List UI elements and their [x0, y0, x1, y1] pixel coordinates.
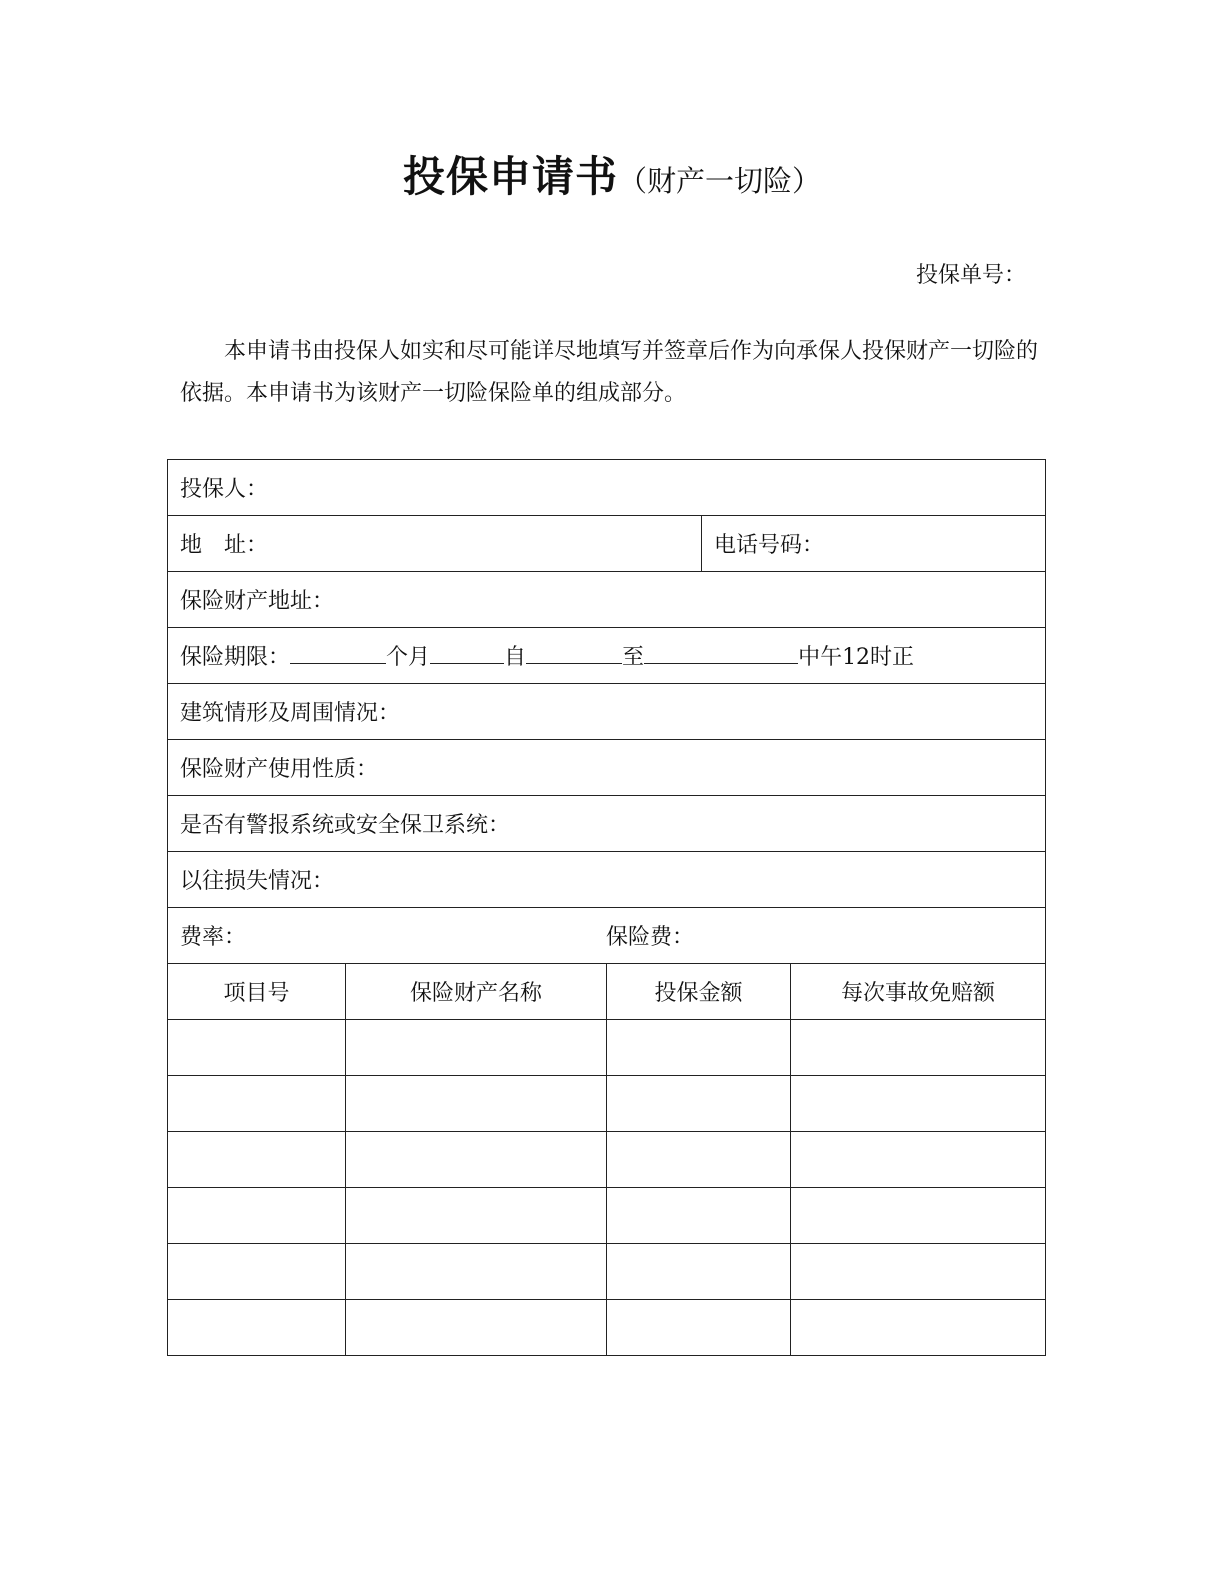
period-start-blank[interactable] [526, 643, 622, 664]
deductible-cell[interactable] [791, 1020, 1046, 1076]
intro-paragraph: 本申请书由投保人如实和尽可能详尽地填写并签章后作为向承保人投保财产一切险的依据。本申请书为该财产一切险保险单的组成部分。 [180, 339, 1039, 406]
item-number-cell[interactable] [168, 1020, 346, 1076]
table-row [168, 1020, 1046, 1076]
period-months-label: 个月 [386, 645, 431, 670]
header-property-name: 保险财产名称 [346, 964, 607, 1020]
applicant-label: 投保人： [180, 477, 269, 502]
document-title [0, 144, 1224, 204]
building-label: 建筑情形及周围情况： [180, 701, 401, 726]
address-label: 地 址： [180, 533, 269, 558]
period-label: 保险期限： [180, 645, 291, 670]
item-number-cell[interactable] [168, 1076, 346, 1132]
usage-label: 保险财产使用性质： [180, 757, 379, 782]
title-main: 投保申请书 [402, 152, 618, 201]
table-row [168, 1076, 1046, 1132]
property-name-cell[interactable] [346, 1188, 607, 1244]
item-number-cell[interactable] [168, 1244, 346, 1300]
period-from-label: 自 [504, 645, 527, 670]
period-end-blank[interactable] [644, 643, 798, 664]
alarm-label: 是否有警报系统或安全保卫系统： [180, 813, 511, 838]
insured-amount-cell[interactable] [607, 1076, 791, 1132]
table-row [168, 1132, 1046, 1188]
table-row [168, 1244, 1046, 1300]
header-item-number: 项目号 [168, 964, 346, 1020]
item-number-cell[interactable] [168, 1132, 346, 1188]
header-insured-amount: 投保金额 [607, 964, 791, 1020]
property-name-cell[interactable] [346, 1020, 607, 1076]
loss-history-label: 以往损失情况： [180, 869, 335, 894]
insured-amount-cell[interactable] [607, 1188, 791, 1244]
premium-label: 保险费： [606, 925, 695, 950]
period-to-label: 至 [622, 645, 645, 670]
loss-history-row [168, 852, 1046, 908]
rate-premium-row [168, 908, 1046, 964]
deductible-cell[interactable] [791, 1244, 1046, 1300]
property-name-cell[interactable] [346, 1244, 607, 1300]
insured-amount-cell[interactable] [607, 1300, 791, 1356]
item-number-cell[interactable] [168, 1300, 346, 1356]
title-subtitle: （财产一切险） [618, 164, 822, 198]
insured-amount-cell[interactable] [607, 1244, 791, 1300]
deductible-cell[interactable] [791, 1076, 1046, 1132]
policy-number-label: 投保单号： [916, 263, 1027, 288]
items-header-row [168, 964, 1046, 1020]
alarm-field[interactable] [168, 796, 1046, 852]
address-row [168, 516, 1046, 572]
header-deductible: 每次事故免赔额 [791, 964, 1046, 1020]
period-row [168, 628, 1046, 684]
property-address-label: 保险财产地址： [180, 589, 335, 614]
alarm-row [168, 796, 1046, 852]
property-name-cell[interactable] [346, 1132, 607, 1188]
usage-row [168, 740, 1046, 796]
deductible-cell[interactable] [791, 1188, 1046, 1244]
period-end-label: 中午12时正 [798, 645, 915, 670]
property-address-field[interactable] [168, 572, 1046, 628]
table-row [168, 1188, 1046, 1244]
period-field [168, 628, 1046, 684]
building-row [168, 684, 1046, 740]
item-number-cell[interactable] [168, 1188, 346, 1244]
building-field[interactable] [168, 684, 1046, 740]
usage-field[interactable] [168, 740, 1046, 796]
period-months-extra-blank[interactable] [430, 643, 504, 664]
table-row [168, 1300, 1046, 1356]
application-form-table [167, 459, 1046, 1356]
insured-amount-cell[interactable] [607, 1020, 791, 1076]
rate-label: 费率： [180, 925, 247, 950]
deductible-cell[interactable] [791, 1132, 1046, 1188]
property-address-row [168, 572, 1046, 628]
phone-field[interactable] [702, 516, 1046, 572]
property-name-cell[interactable] [346, 1076, 607, 1132]
address-field[interactable] [168, 516, 702, 572]
loss-history-field[interactable] [168, 852, 1046, 908]
insured-amount-cell[interactable] [607, 1132, 791, 1188]
deductible-cell[interactable] [791, 1300, 1046, 1356]
period-months-blank[interactable] [290, 643, 386, 664]
property-name-cell[interactable] [346, 1300, 607, 1356]
rate-premium-field[interactable] [168, 908, 1046, 964]
phone-label: 电话号码： [714, 533, 825, 558]
applicant-field[interactable] [168, 460, 1046, 516]
applicant-row [168, 460, 1046, 516]
